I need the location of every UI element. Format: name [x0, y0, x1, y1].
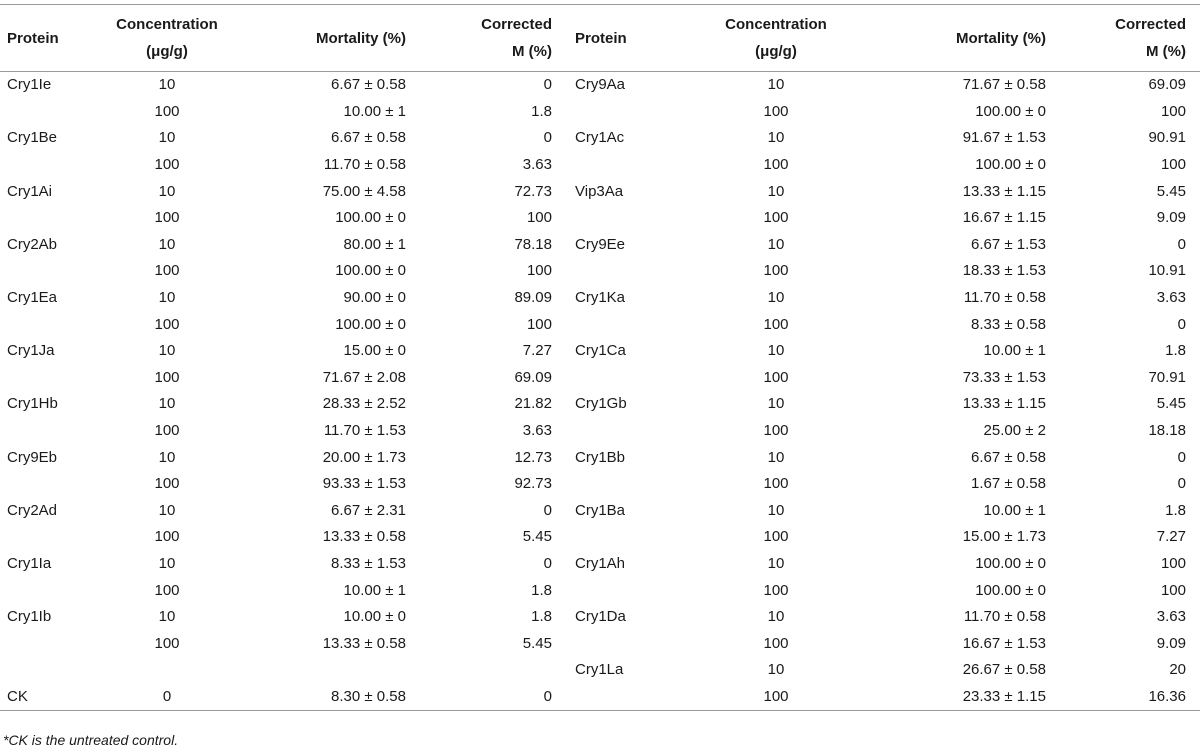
header-corrected: Corrected M (%) — [434, 5, 566, 72]
concentration-cell: 10 — [767, 661, 785, 679]
corrected-cell: 1.8 — [1165, 342, 1186, 360]
table-row — [0, 338, 1200, 365]
concentration-cell — [100, 657, 234, 684]
table-row — [0, 365, 1200, 392]
corrected-cell: 100 — [526, 315, 552, 333]
corrected-cell: 0 — [543, 501, 552, 519]
mortality-cell: 75.00 ± 4.58 — [322, 182, 406, 200]
concentration-cell: 100 — [763, 262, 789, 280]
protein-cell — [0, 258, 100, 285]
corrected-cell: 10.91 — [1148, 262, 1186, 280]
corrected-cell: 0 — [1177, 315, 1186, 333]
concentration-cell: 100 — [154, 528, 180, 546]
mortality-cell: 8.30 ± 0.58 — [234, 684, 434, 711]
protein-cell — [566, 630, 658, 657]
corrected-cell: 100 — [1160, 581, 1186, 599]
protein-cell — [0, 418, 100, 445]
protein-cell — [566, 684, 658, 711]
table-row — [0, 125, 1200, 152]
table-row — [0, 418, 1200, 445]
protein-cell — [566, 471, 658, 498]
concentration-cell: 10 — [158, 554, 176, 572]
mortality-cell: 71.67 ± 0.58 — [962, 76, 1046, 94]
mortality-cell: 11.70 ± 0.58 — [323, 156, 406, 174]
corrected-cell: 78.18 — [514, 235, 552, 253]
mortality-cell: 10.00 ± 1 — [343, 102, 406, 120]
corrected-cell: 0 — [543, 129, 552, 147]
concentration-cell: 100 — [763, 315, 789, 333]
mortality-cell: 100.00 ± 0 — [975, 554, 1046, 572]
corrected-cell: 0 — [434, 684, 566, 711]
corrected-cell: 7.27 — [1156, 528, 1186, 546]
corrected-cell: 69.09 — [1148, 76, 1186, 94]
mortality-cell: 13.33 ± 0.58 — [322, 528, 406, 546]
corrected-cell: 100 — [526, 209, 552, 227]
corrected-cell: 0 — [543, 554, 552, 572]
corrected-cell: 21.82 — [514, 395, 552, 413]
header-protein: Protein — [0, 5, 100, 72]
table-row — [0, 524, 1200, 551]
protein-cell: Cry1Ai — [7, 182, 53, 200]
corrected-cell: 69.09 — [514, 368, 552, 386]
mortality-cell: 16.67 ± 1.53 — [962, 634, 1046, 652]
concentration-cell: 100 — [154, 262, 180, 280]
table-row — [0, 72, 1200, 99]
corrected-cell: 100 — [1160, 554, 1186, 572]
mortality-cell: 10.00 ± 0 — [343, 608, 406, 626]
mortality-cell: 13.33 ± 1.15 — [962, 182, 1046, 200]
mortality-cell: 6.67 ± 0.58 — [971, 448, 1046, 466]
protein-cell — [0, 657, 100, 684]
table-row — [0, 152, 1200, 179]
protein-cell — [566, 258, 658, 285]
protein-cell: Vip3Aa — [575, 182, 624, 200]
mortality-cell: 6.67 ± 0.58 — [331, 129, 406, 147]
mortality-cell: 100.00 ± 0 — [975, 581, 1046, 599]
table-row — [0, 577, 1200, 604]
protein-cell: Cry1Ac — [575, 129, 625, 147]
protein-cell: Cry1Ca — [575, 342, 626, 360]
protein-cell: Cry1Ib — [7, 608, 52, 626]
table-row — [0, 311, 1200, 338]
mortality-cell: 23.33 ± 1.15 — [894, 684, 1074, 711]
corrected-cell: 0 — [543, 76, 552, 94]
protein-cell: Cry1Ia — [7, 554, 52, 572]
mortality-cell: 11.70 ± 1.53 — [323, 422, 406, 440]
concentration-cell: 10 — [767, 76, 785, 94]
table-row — [0, 498, 1200, 525]
concentration-cell: 100 — [154, 634, 180, 652]
concentration-cell: 10 — [158, 342, 176, 360]
protein-cell — [0, 311, 100, 338]
protein-cell — [566, 577, 658, 604]
concentration-cell: 100 — [763, 422, 789, 440]
concentration-cell: 100 — [658, 684, 894, 711]
table-row — [0, 684, 1200, 711]
table-row — [0, 285, 1200, 312]
corrected-cell: 5.45 — [522, 634, 552, 652]
concentration-cell: 100 — [154, 209, 180, 227]
corrected-cell: 18.18 — [1148, 422, 1186, 440]
corrected-cell: 90.91 — [1148, 129, 1186, 147]
protein-cell — [0, 577, 100, 604]
mortality-cell: 28.33 ± 2.52 — [322, 395, 406, 413]
protein-cell: Cry9Aa — [575, 76, 626, 94]
protein-cell: CK — [0, 684, 100, 711]
concentration-cell: 10 — [158, 129, 176, 147]
corrected-cell: 12.73 — [514, 448, 552, 466]
mortality-cell: 90.00 ± 0 — [343, 289, 406, 307]
concentration-cell: 100 — [154, 422, 180, 440]
concentration-cell: 0 — [100, 684, 234, 711]
table-row — [0, 630, 1200, 657]
corrected-cell: 3.63 — [1156, 608, 1186, 626]
mortality-cell: 11.70 ± 0.58 — [963, 289, 1046, 307]
corrected-cell: 3.63 — [522, 156, 552, 174]
mortality-cell: 20.00 ± 1.73 — [322, 448, 406, 466]
protein-cell — [566, 365, 658, 392]
header-protein-right: Protein — [566, 5, 658, 72]
protein-cell: Cry1Ie — [7, 76, 52, 94]
header-mortality-right: Mortality (%) — [894, 5, 1074, 72]
protein-cell: Cry1La — [575, 661, 624, 679]
mortality-cell: 71.67 ± 2.08 — [322, 368, 406, 386]
mortality-cell: 10.00 ± 1 — [983, 342, 1046, 360]
corrected-cell: 72.73 — [514, 182, 552, 200]
mortality-cell: 13.33 ± 0.58 — [322, 634, 406, 652]
corrected-cell: 70.91 — [1148, 368, 1186, 386]
concentration-cell: 100 — [154, 581, 180, 599]
mortality-cell: 15.00 ± 1.73 — [962, 528, 1046, 546]
concentration-cell: 10 — [158, 76, 176, 94]
mortality-cell: 1.67 ± 0.58 — [971, 475, 1046, 493]
table-row — [0, 99, 1200, 126]
mortality-cell: 11.70 ± 0.58 — [963, 608, 1046, 626]
protein-cell: Cry1Bb — [575, 448, 626, 466]
mortality-cell: 91.67 ± 1.53 — [962, 129, 1046, 147]
protein-cell: Cry1Ja — [7, 342, 55, 360]
corrected-cell: 92.73 — [514, 475, 552, 493]
table-row — [0, 657, 1200, 684]
table-body — [0, 72, 1200, 711]
mortality-table — [0, 4, 1200, 711]
corrected-cell: 89.09 — [514, 289, 552, 307]
protein-cell: Cry1Ka — [575, 289, 626, 307]
protein-cell: Cry9Eb — [7, 448, 58, 466]
table-row — [0, 444, 1200, 471]
table-row — [0, 205, 1200, 232]
protein-cell: Cry1Hb — [7, 395, 58, 413]
concentration-cell: 100 — [763, 528, 789, 546]
concentration-cell: 100 — [763, 475, 789, 493]
header-concentration: Concentration (μg/g) — [100, 5, 234, 72]
mortality-cell: 73.33 ± 1.53 — [962, 368, 1046, 386]
protein-cell: Cry1Da — [575, 608, 626, 626]
table-row — [0, 232, 1200, 259]
mortality-cell: 80.00 ± 1 — [343, 235, 406, 253]
corrected-cell: 1.8 — [531, 102, 552, 120]
concentration-cell: 100 — [763, 581, 789, 599]
header-concentration-right: Concentration (μg/g) — [658, 5, 894, 72]
protein-cell: Cry1Ba — [575, 501, 626, 519]
mortality-cell: 10.00 ± 1 — [983, 501, 1046, 519]
corrected-cell: 9.09 — [1156, 634, 1186, 652]
concentration-cell: 10 — [767, 289, 785, 307]
concentration-cell: 10 — [158, 395, 176, 413]
concentration-cell: 100 — [763, 102, 789, 120]
concentration-cell: 10 — [158, 448, 176, 466]
protein-cell: Cry1Be — [7, 129, 58, 147]
table-header-row — [0, 5, 1200, 72]
concentration-cell: 10 — [158, 235, 176, 253]
corrected-cell: 1.8 — [531, 608, 552, 626]
concentration-cell: 10 — [767, 342, 785, 360]
mortality-cell: 18.33 ± 1.53 — [962, 262, 1046, 280]
table-row — [0, 551, 1200, 578]
corrected-cell: 1.8 — [531, 581, 552, 599]
concentration-cell: 100 — [763, 209, 789, 227]
protein-cell — [566, 524, 658, 551]
concentration-cell: 100 — [154, 102, 180, 120]
mortality-cell: 10.00 ± 1 — [343, 581, 406, 599]
corrected-cell: 100 — [1160, 156, 1186, 174]
protein-cell — [0, 99, 100, 126]
corrected-cell: 3.63 — [1156, 289, 1186, 307]
mortality-cell: 93.33 ± 1.53 — [322, 475, 406, 493]
protein-cell — [0, 471, 100, 498]
header-mortality: Mortality (%) — [234, 5, 434, 72]
concentration-cell: 10 — [767, 395, 785, 413]
protein-cell — [0, 205, 100, 232]
corrected-cell: 0 — [1177, 448, 1186, 466]
corrected-cell: 5.45 — [522, 528, 552, 546]
mortality-cell: 8.33 ± 0.58 — [971, 315, 1046, 333]
protein-cell — [566, 205, 658, 232]
concentration-cell: 100 — [154, 475, 180, 493]
corrected-cell: 9.09 — [1156, 209, 1186, 227]
mortality-cell: 6.67 ± 2.31 — [331, 501, 406, 519]
corrected-cell: 0 — [1177, 475, 1186, 493]
mortality-cell: 25.00 ± 2 — [983, 422, 1046, 440]
concentration-cell: 100 — [763, 368, 789, 386]
mortality-cell: 13.33 ± 1.15 — [962, 395, 1046, 413]
protein-cell: Cry2Ad — [7, 501, 58, 519]
protein-cell — [0, 524, 100, 551]
mortality-cell: 15.00 ± 0 — [343, 342, 406, 360]
header-corrected-right: Corrected M (%) — [1074, 5, 1200, 72]
concentration-cell: 10 — [158, 501, 176, 519]
corrected-cell: 16.36 — [1074, 684, 1200, 711]
concentration-cell: 10 — [158, 608, 176, 626]
concentration-cell: 10 — [767, 554, 785, 572]
mortality-cell — [234, 657, 434, 684]
table-row — [0, 471, 1200, 498]
protein-cell — [0, 630, 100, 657]
concentration-cell: 10 — [767, 448, 785, 466]
protein-cell: Cry9Ee — [575, 235, 626, 253]
mortality-cell: 6.67 ± 1.53 — [971, 235, 1046, 253]
mortality-cell: 100.00 ± 0 — [335, 315, 406, 333]
protein-cell — [0, 152, 100, 179]
concentration-cell: 10 — [767, 608, 785, 626]
mortality-cell: 8.33 ± 1.53 — [331, 554, 406, 572]
mortality-cell: 6.67 ± 0.58 — [331, 76, 406, 94]
concentration-cell: 10 — [767, 235, 785, 253]
protein-cell: Cry1Ah — [575, 554, 626, 572]
protein-cell — [566, 99, 658, 126]
protein-cell: Cry1Gb — [575, 395, 627, 413]
corrected-cell: 0 — [1177, 235, 1186, 253]
protein-cell: Cry2Ab — [7, 235, 58, 253]
mortality-cell: 16.67 ± 1.15 — [962, 209, 1046, 227]
concentration-cell: 10 — [158, 289, 176, 307]
concentration-cell: 100 — [154, 315, 180, 333]
concentration-cell: 10 — [767, 129, 785, 147]
mortality-cell: 100.00 ± 0 — [335, 209, 406, 227]
corrected-cell: 3.63 — [522, 422, 552, 440]
concentration-cell: 100 — [154, 156, 180, 174]
corrected-cell: 100 — [1160, 102, 1186, 120]
protein-cell — [0, 365, 100, 392]
mortality-cell: 100.00 ± 0 — [335, 262, 406, 280]
concentration-cell: 100 — [763, 634, 789, 652]
concentration-cell: 10 — [767, 501, 785, 519]
concentration-cell: 100 — [154, 368, 180, 386]
mortality-cell: 100.00 ± 0 — [975, 102, 1046, 120]
table-row — [0, 178, 1200, 205]
table-row — [0, 604, 1200, 631]
concentration-cell: 10 — [158, 182, 176, 200]
corrected-cell: 1.8 — [1165, 501, 1186, 519]
concentration-cell: 10 — [767, 182, 785, 200]
protein-cell — [566, 311, 658, 338]
corrected-cell — [434, 657, 566, 684]
table-row — [0, 391, 1200, 418]
corrected-cell: 5.45 — [1156, 182, 1186, 200]
mortality-cell: 26.67 ± 0.58 — [962, 661, 1046, 679]
corrected-cell: 20 — [1169, 661, 1186, 679]
corrected-cell: 5.45 — [1156, 395, 1186, 413]
table-footnote: *CK is the untreated control. — [3, 732, 179, 748]
protein-cell — [566, 418, 658, 445]
protein-cell — [566, 152, 658, 179]
corrected-cell: 7.27 — [522, 342, 552, 360]
mortality-cell: 100.00 ± 0 — [975, 156, 1046, 174]
table-row — [0, 258, 1200, 285]
concentration-cell: 100 — [763, 156, 789, 174]
corrected-cell: 100 — [526, 262, 552, 280]
protein-cell: Cry1Ea — [7, 289, 58, 307]
